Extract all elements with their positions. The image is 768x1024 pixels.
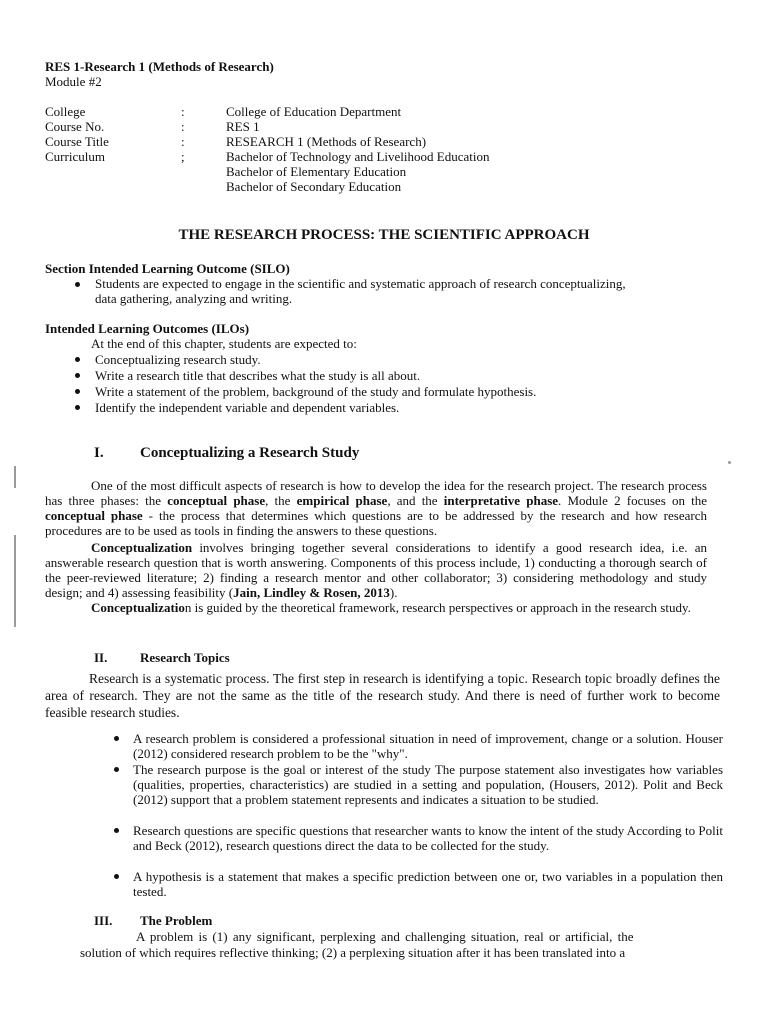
info-label: Course No. [45, 119, 105, 134]
info-row-course-title [45, 134, 745, 149]
info-separator: : [181, 134, 185, 149]
silo-text: Students are expected to engage in the scientific and systematic approach of research conceptualizing, [95, 276, 626, 291]
bullet-dot [114, 874, 119, 879]
section-title: Conceptualizing a Research Study [140, 445, 360, 461]
section-number: I. [94, 445, 104, 461]
info-label: Curriculum [45, 149, 105, 164]
info-value: College of Education Department [226, 104, 402, 119]
scan-dot [728, 461, 731, 464]
ilos-intro: At the end of this chapter, students are expected to: [91, 336, 357, 351]
module-label: Module #2 [45, 74, 102, 89]
info-row-curriculum [45, 149, 745, 164]
paragraph: Research is a systematic process. The first step in research is identifying a topic. Research topic broadly defines the area of research. They are not the same as the title of the research study. And there is need of further work to become feasible research studies. [45, 671, 720, 720]
section-number: II. [94, 650, 108, 665]
bullet-dot [75, 357, 80, 362]
section-title: Research Topics [140, 650, 230, 665]
bullet-dot [114, 736, 119, 741]
info-value: RES 1 [226, 119, 260, 134]
paragraph: Conceptualization involves bringing together several considerations to identify a good research idea, i.e. an answerable research question that is worth answering. Components of this process include, 1) conducting a thorough search of the peer-reviewed literature; 2) finding a research mentor and other collaborator; 3) considering methodology and study design; and 4) assessing feasibility (Jain, Lindley & Rosen, 2013). [45, 540, 707, 600]
section-title: The Problem [140, 913, 213, 928]
paragraph: Conceptualization is guided by the theoretical framework, research perspectives or approach in the research study. [91, 600, 691, 615]
bullet-dot [114, 828, 119, 833]
bullet-text: A research problem is considered a professional situation in need of improvement, change or a solution. Houser (2012) considered research problem to be the "why". [133, 731, 723, 761]
info-separator: ; [181, 149, 185, 164]
bullet-dot [75, 373, 80, 378]
silo-text: data gathering, analyzing and writing. [95, 291, 293, 306]
silo-heading: Section Intended Learning Outcome (SILO) [45, 261, 290, 276]
paragraph: One of the most difficult aspects of research is how to develop the idea for the research project. The research process has three phases: the conceptual phase, the empirical phase, and the interpretative phase. Module 2 focuses on the conceptual phase - the process that determines which questions are to be addressed by the research and how research procedures are to be used as tools in finding the answers to these questions. [45, 478, 708, 538]
info-label: Course Title [45, 134, 109, 149]
bullet-text: The research purpose is the goal or interest of the study The purpose statement also investigates how variables (qualities, properties, characteristics) are studied in a setting and population, (Housers, 2012). Polit and Beck (2012) support that a problem statement represents and indicates a situation to be studied. [133, 762, 723, 807]
info-separator: : [181, 104, 185, 119]
ilo-item: Conceptualizing research study. [95, 352, 261, 367]
bullet-text: A hypothesis is a statement that makes a specific prediction between one or, two variables in a population then tested. [133, 869, 723, 899]
ilos-heading: Intended Learning Outcomes (ILOs) [45, 321, 250, 336]
info-separator: : [181, 119, 185, 134]
info-value: RESEARCH 1 (Methods of Research) [226, 134, 427, 149]
scan-edge-mark [14, 466, 16, 488]
document-title: THE RESEARCH PROCESS: THE SCIENTIFIC APPROACH [178, 227, 590, 243]
info-label: College [45, 104, 86, 119]
info-value: Bachelor of Technology and Livelihood Education [226, 149, 490, 164]
bullet-dot [75, 282, 80, 287]
scan-edge-mark [14, 535, 16, 627]
bullet-dot [75, 405, 80, 410]
bullet-dot [75, 389, 80, 394]
curriculum-continued: Bachelor of Elementary Education [226, 164, 407, 179]
ilo-item: Write a research title that describes what the study is all about. [95, 368, 421, 383]
curriculum-continued: Bachelor of Secondary Education [226, 179, 402, 194]
ilo-item: Write a statement of the problem, background of the study and formulate hypothesis. [95, 384, 537, 399]
bullet-dot [114, 767, 119, 772]
course-line: RES 1-Research 1 (Methods of Research) [45, 59, 274, 74]
paragraph-line: A problem is (1) any significant, perplexing and challenging situation, real or artificial, the [136, 929, 634, 944]
bullet-text: Research questions are specific questions that researcher wants to know the intent of the study According to Polit and Beck (2012), research questions direct the data to be collected for the study. [133, 823, 723, 853]
ilo-item: Identify the independent variable and dependent variables. [95, 400, 400, 415]
paragraph-line: solution of which requires reflective thinking; (2) a perplexing situation after it has been translated into a [80, 945, 626, 960]
info-row-course-no [45, 119, 745, 134]
info-row-college [45, 104, 745, 119]
section-number: III. [94, 913, 113, 928]
